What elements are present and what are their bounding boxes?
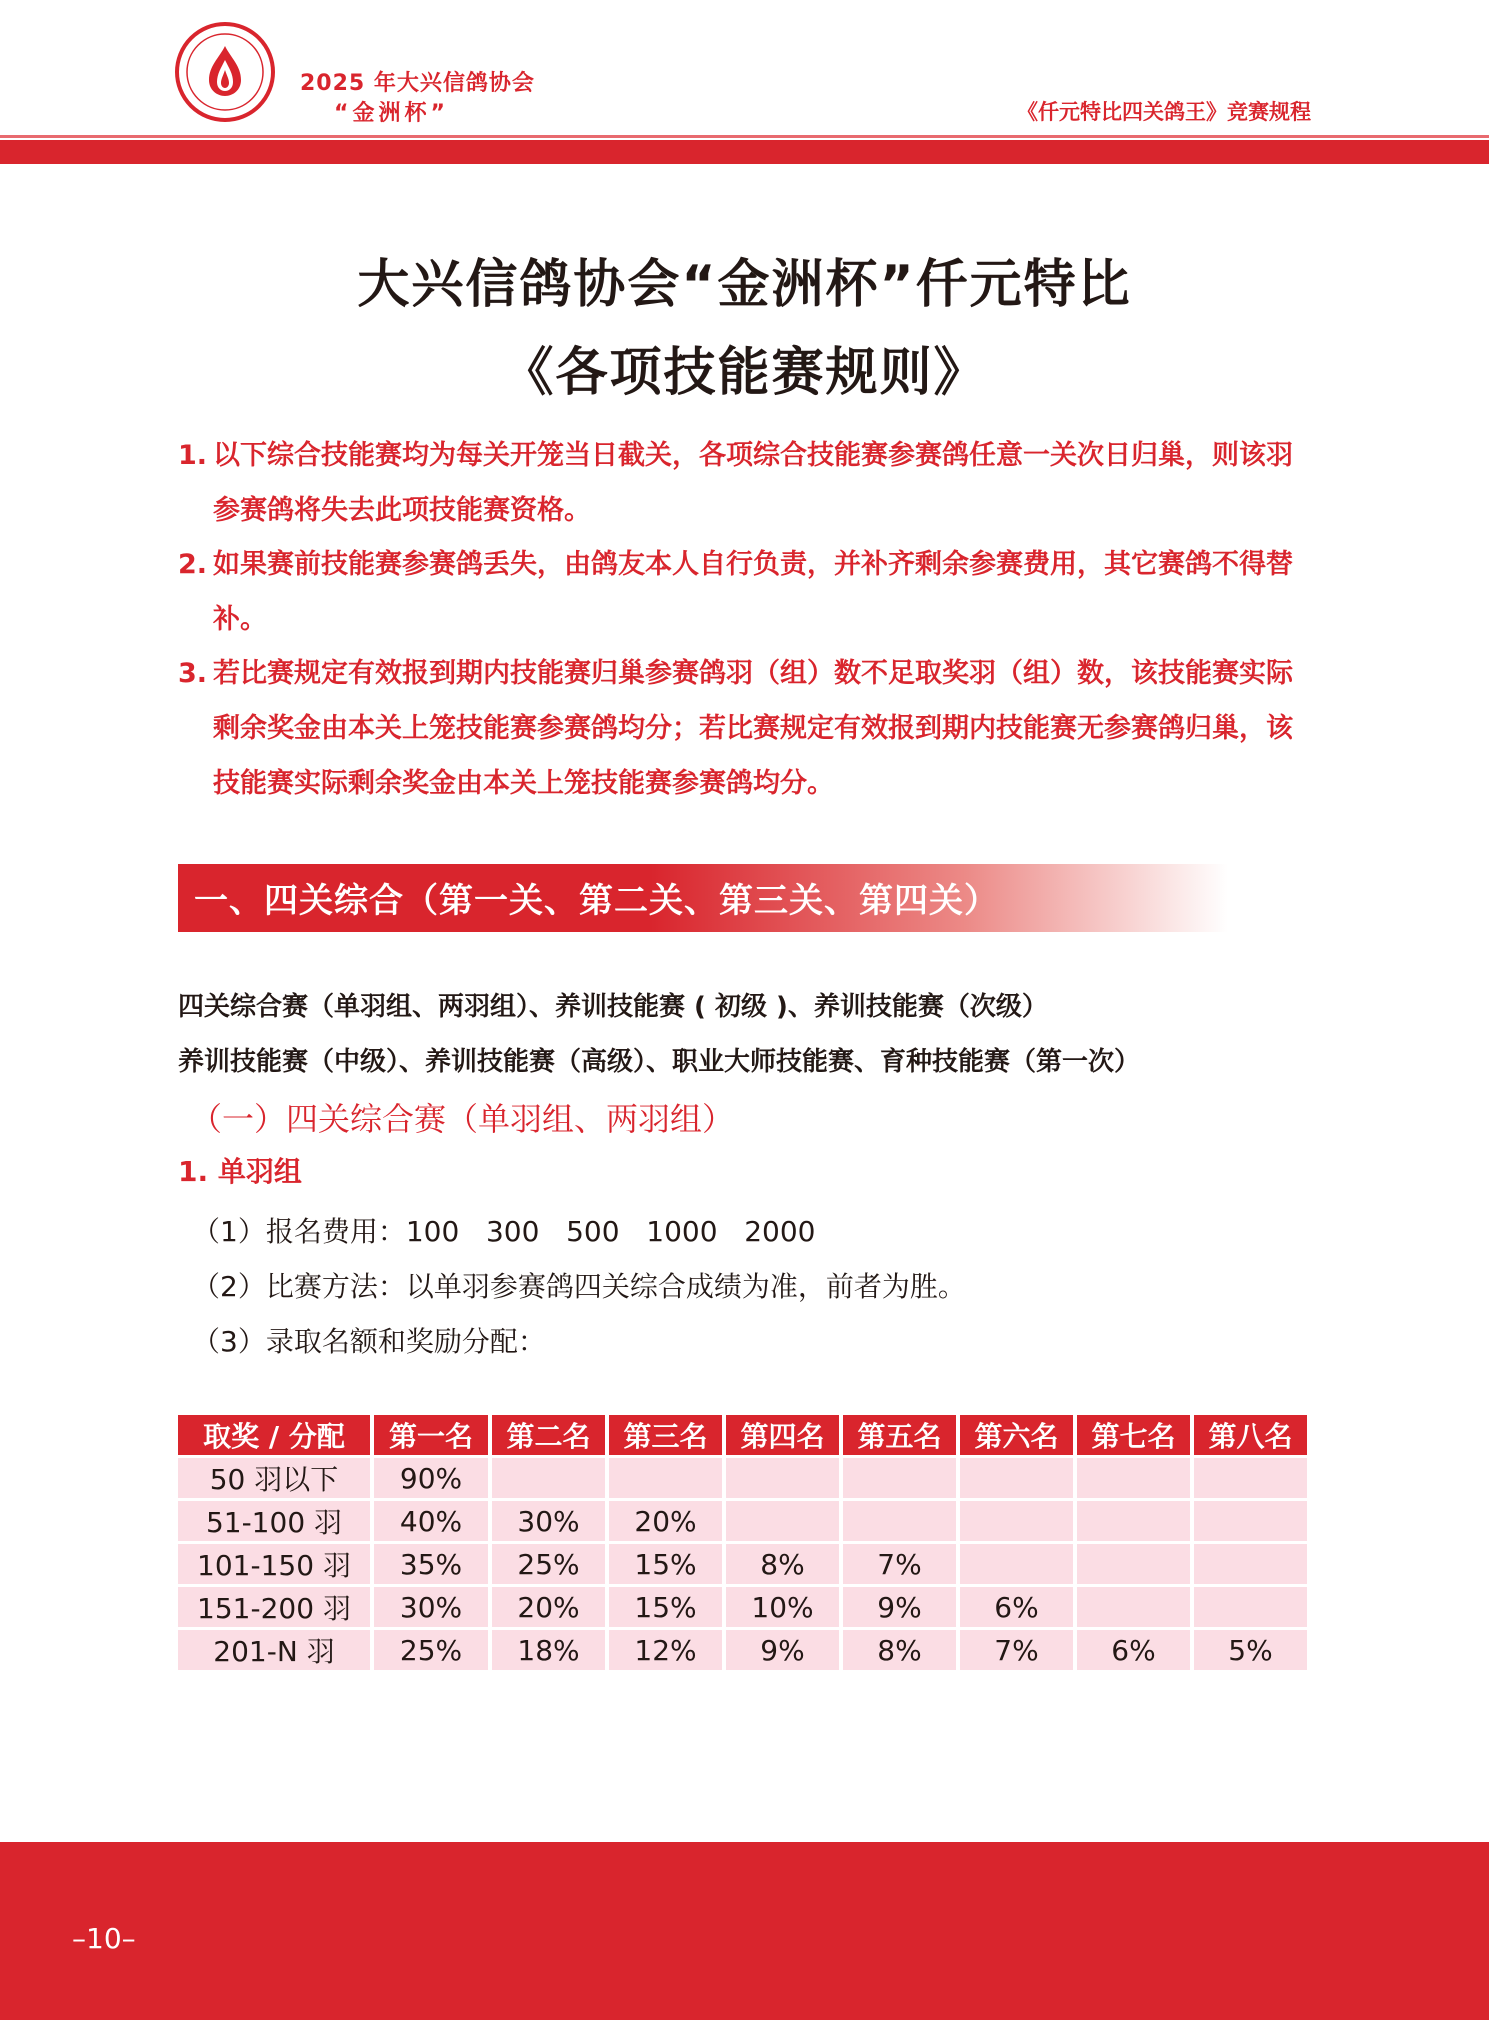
table-cell: 25% — [374, 1630, 488, 1670]
table-cell: 7% — [960, 1630, 1073, 1670]
table-cell: 50 羽以下 — [178, 1458, 370, 1498]
table-cell: 25% — [492, 1544, 605, 1584]
table-header-row — [178, 1415, 1307, 1455]
subsection-heading: （一）四关综合赛（单羽组、两羽组） — [190, 1100, 735, 1138]
table-cell: 9% — [843, 1587, 956, 1627]
table-cell: 9% — [726, 1630, 839, 1670]
page-footer — [0, 1842, 1489, 2020]
table-cell: 8% — [726, 1544, 839, 1584]
rule-text: 如果赛前技能赛参赛鸽丢失，由鸽友本人自行负责，并补齐剩余参赛费用，其它赛鸽不得替补。 — [213, 549, 1293, 635]
table-cell: 12% — [609, 1630, 722, 1670]
section-title: 一、四关综合（第一关、第二关、第三关、第四关） — [194, 881, 999, 921]
section-heading-bar — [178, 864, 1228, 932]
header-band — [0, 140, 1489, 164]
rule-number: 2. — [178, 549, 208, 580]
table-cell — [726, 1458, 839, 1498]
competition-list-line: 四关综合赛（单羽组、两羽组）、养训技能赛 ( 初级 )、养训技能赛（次级） — [178, 992, 1048, 1022]
table-row — [178, 1587, 1307, 1627]
table-cell — [1077, 1501, 1190, 1541]
rule-number: 3. — [178, 658, 208, 689]
table-cell — [960, 1458, 1073, 1498]
table-cell: 90% — [374, 1458, 488, 1498]
column-header: 第八名 — [1194, 1415, 1307, 1455]
table-cell — [492, 1458, 605, 1498]
table-cell — [1077, 1587, 1190, 1627]
prize-intro-line: （3）录取名额和奖励分配： — [192, 1325, 546, 1358]
table-cell: 101-150 羽 — [178, 1544, 370, 1584]
table-cell: 40% — [374, 1501, 488, 1541]
table-cell — [1194, 1544, 1307, 1584]
rule-item — [178, 428, 1318, 538]
column-header: 第六名 — [960, 1415, 1073, 1455]
table-cell — [960, 1544, 1073, 1584]
column-header: 第二名 — [492, 1415, 605, 1455]
association-logo — [175, 22, 275, 122]
prize-distribution-table — [174, 1412, 1311, 1673]
rule-text: 若比赛规定有效报到期内技能赛归巢参赛鸽羽（组）数不足取奖羽（组）数，该技能赛实际剩余奖金由本关上笼技能赛参赛鸽均分；若比赛规定有效报到期内技能赛无参赛鸽归巢，该技能赛实际剩余奖金由本关上笼技能赛参赛鸽均分。 — [213, 658, 1293, 799]
table-cell: 35% — [374, 1544, 488, 1584]
table-cell: 15% — [609, 1587, 722, 1627]
table-row — [178, 1630, 1307, 1670]
group-heading: 1. 单羽组 — [178, 1155, 302, 1188]
table-cell: 201-N 羽 — [178, 1630, 370, 1670]
table-cell: 20% — [609, 1501, 722, 1541]
table-cell — [1194, 1501, 1307, 1541]
column-header: 第三名 — [609, 1415, 722, 1455]
page-title: 大兴信鸽协会“金洲杯”仟元特比 — [357, 255, 1132, 315]
competition-list-line: 养训技能赛（中级）、养训技能赛（高级）、职业大师技能赛、育种技能赛（第一次） — [178, 1047, 1141, 1077]
table-cell: 6% — [960, 1587, 1073, 1627]
table-row — [178, 1501, 1307, 1541]
table-cell: 30% — [374, 1587, 488, 1627]
table-cell: 8% — [843, 1630, 956, 1670]
entry-fee-line: （1）报名费用：100 300 500 1000 2000 — [192, 1215, 816, 1248]
table-cell: 5% — [1194, 1630, 1307, 1670]
table-cell: 151-200 羽 — [178, 1587, 370, 1627]
rule-text: 以下综合技能赛均为每关开笼当日截关，各项综合技能赛参赛鸽任意一关次日归巢，则该羽参赛鸽将失去此项技能赛资格。 — [213, 440, 1293, 526]
table-cell — [960, 1501, 1073, 1541]
table-cell — [609, 1458, 722, 1498]
table-cell: 7% — [843, 1544, 956, 1584]
table-cell: 10% — [726, 1587, 839, 1627]
rule-item — [178, 646, 1318, 811]
table-cell: 18% — [492, 1630, 605, 1670]
table-cell — [1194, 1458, 1307, 1498]
column-header: 第七名 — [1077, 1415, 1190, 1455]
table-cell — [1077, 1458, 1190, 1498]
table-cell: 15% — [609, 1544, 722, 1584]
table-cell — [843, 1458, 956, 1498]
rule-item — [178, 537, 1318, 647]
column-header: 第四名 — [726, 1415, 839, 1455]
table-cell — [1077, 1544, 1190, 1584]
table-cell — [726, 1501, 839, 1541]
table-row — [178, 1544, 1307, 1584]
column-header: 第五名 — [843, 1415, 956, 1455]
table-cell: 51-100 羽 — [178, 1501, 370, 1541]
brand-name: 2025 年大兴信鸽协会 — [300, 71, 535, 96]
table-cell — [843, 1501, 956, 1541]
rule-number: 1. — [178, 440, 208, 471]
method-line: （2）比赛方法：以单羽参赛鸽四关综合成绩为准，前者为胜。 — [192, 1270, 966, 1303]
column-header: 第一名 — [374, 1415, 488, 1455]
page-subtitle: 《各项技能赛规则》 — [501, 343, 988, 403]
document-running-title: 《仟元特比四关鸽王》竞赛规程 — [1017, 100, 1311, 124]
table-cell: 20% — [492, 1587, 605, 1627]
page-number: –10– — [72, 1922, 136, 1955]
table-cell: 30% — [492, 1501, 605, 1541]
brand-cup-name: “金洲杯” — [334, 101, 449, 126]
page-header — [0, 0, 1489, 165]
table-cell — [1194, 1587, 1307, 1627]
column-header: 取奖 / 分配 — [178, 1415, 370, 1455]
table-cell: 6% — [1077, 1630, 1190, 1670]
table-row — [178, 1458, 1307, 1498]
